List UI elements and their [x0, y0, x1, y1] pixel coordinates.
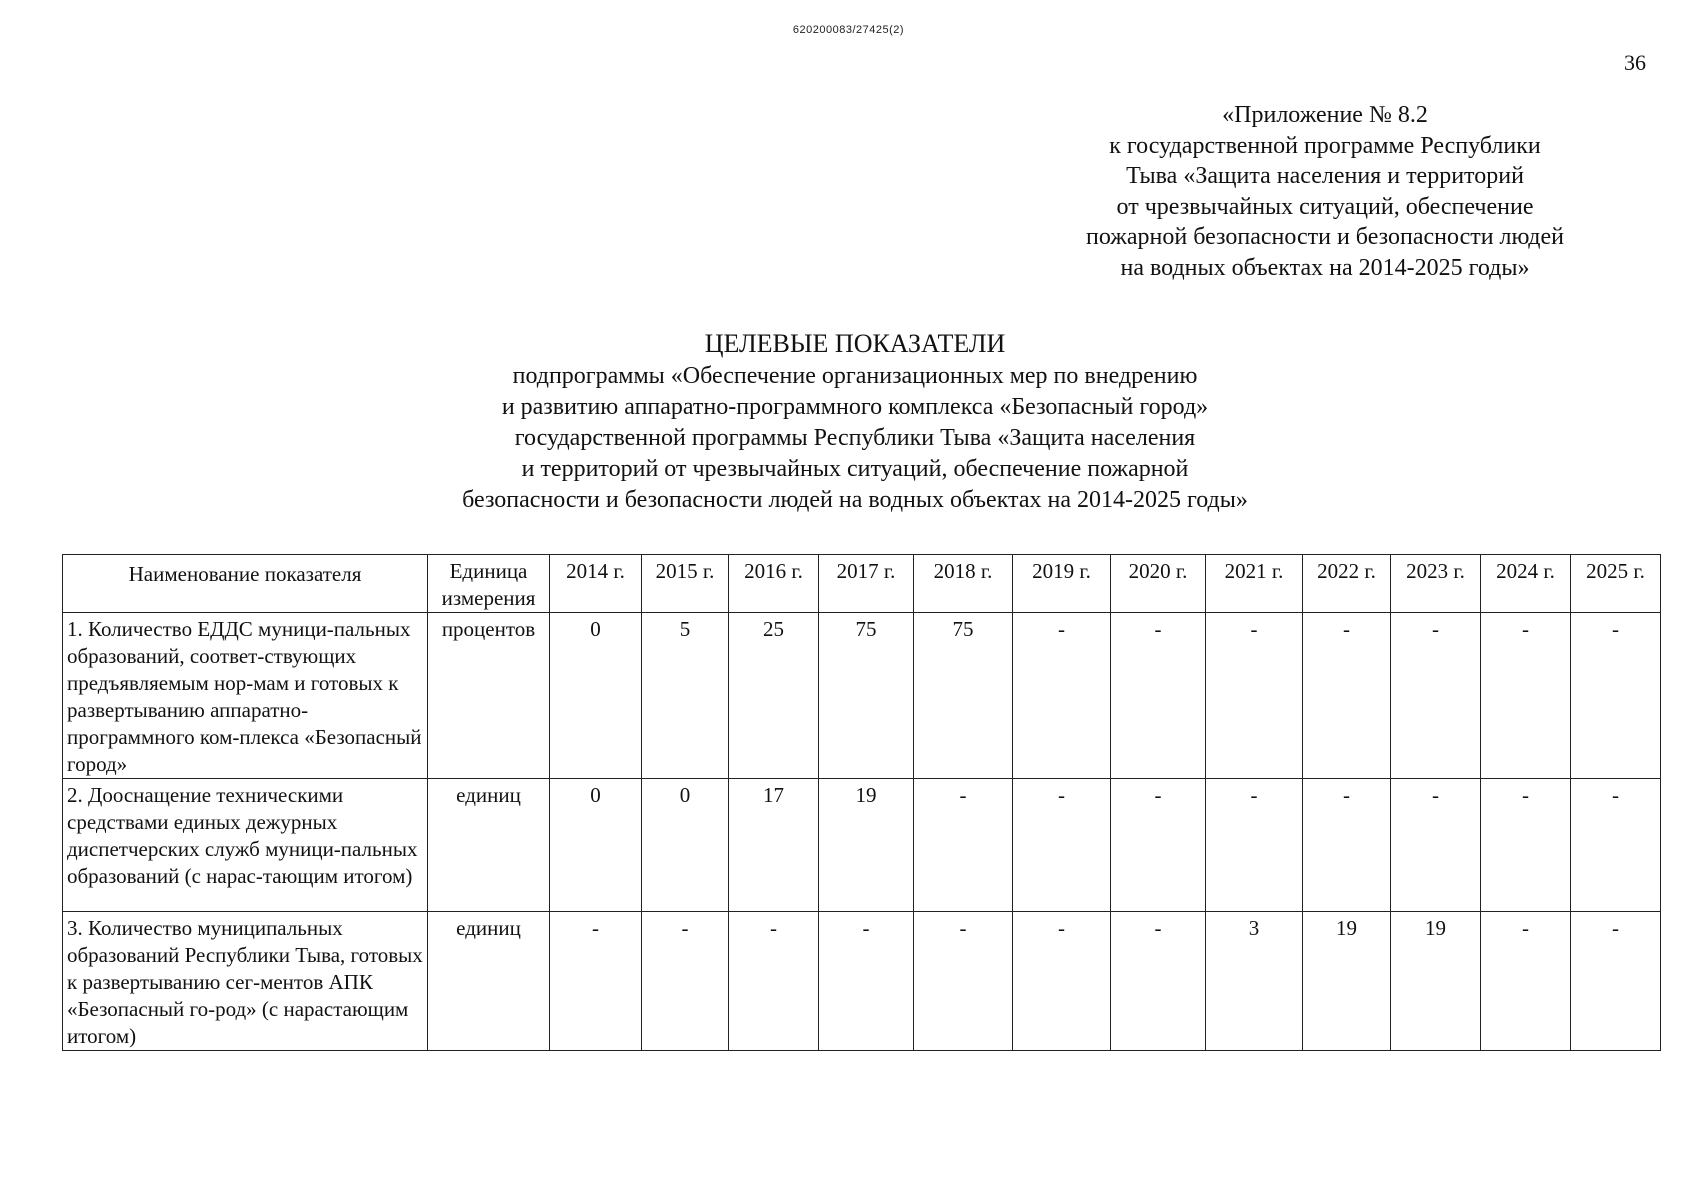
document-id: 620200083/27425(2) — [792, 24, 905, 36]
indicator-value: - — [1111, 912, 1206, 1051]
indicator-value: - — [1571, 912, 1661, 1051]
indicator-value: 0 — [550, 779, 642, 912]
indicator-unit: процентов — [428, 613, 550, 779]
appendix-line: пожарной безопасности и безопасности людей — [1086, 224, 1564, 250]
indicator-value: - — [914, 779, 1013, 912]
indicator-value: - — [1303, 613, 1391, 779]
indicator-value: 17 — [729, 779, 819, 912]
indicators-table — [62, 554, 1661, 1051]
column-header-name: Наименование показателя — [63, 555, 428, 613]
indicator-value: 19 — [819, 779, 914, 912]
document-title: ЦЕЛЕВЫЕ ПОКАЗАТЕЛИ — [704, 329, 1006, 358]
indicator-value: - — [1391, 779, 1481, 912]
indicator-value: - — [642, 912, 729, 1051]
indicator-value: - — [1571, 779, 1661, 912]
column-header-year: 2018 г. — [914, 555, 1013, 613]
page-number: 36 — [1624, 50, 1646, 75]
indicator-value: - — [1391, 613, 1481, 779]
indicator-value: - — [1013, 912, 1111, 1051]
indicator-value: - — [1206, 613, 1303, 779]
indicator-name: 1. Количество ЕДДС муници-пальных образований, соответ-ствующих предъявляемым нор-мам и готовых к развертыванию аппаратно-программного ком-плекса «Безопасный город» — [63, 613, 428, 779]
heading-line: и территорий от чрезвычайных ситуаций, обеспечение пожарной — [521, 456, 1189, 482]
indicator-value: - — [1481, 613, 1571, 779]
indicator-value: 75 — [819, 613, 914, 779]
indicator-name: 2. Дооснащение техническими средствами единых дежурных диспетчерских служб муници-пальных образований (с нарас-тающим итогом) — [63, 779, 428, 912]
indicator-value: - — [1481, 912, 1571, 1051]
heading-line: подпрограммы «Обеспечение организационных мер по внедрению — [512, 363, 1198, 389]
appendix-line: Тыва «Защита населения и территорий — [1126, 163, 1524, 189]
column-header-year: 2023 г. — [1391, 555, 1481, 613]
column-header-year: 2024 г. — [1481, 555, 1571, 613]
indicator-value: - — [819, 912, 914, 1051]
appendix-header — [1000, 100, 1650, 283]
indicator-value: - — [1571, 613, 1661, 779]
column-header-year: 2019 г. — [1013, 555, 1111, 613]
table-row — [63, 779, 1661, 912]
heading-line: безопасности и безопасности людей на водных объектах на 2014-2025 годы» — [462, 487, 1248, 513]
indicator-value: 19 — [1303, 912, 1391, 1051]
indicator-value: - — [1111, 779, 1206, 912]
column-header-year: 2022 г. — [1303, 555, 1391, 613]
indicator-value: 5 — [642, 613, 729, 779]
appendix-line: от чрезвычайных ситуаций, обеспечение — [1116, 193, 1534, 220]
column-header-year: 2016 г. — [729, 555, 819, 613]
column-header-year: 2017 г. — [819, 555, 914, 613]
indicator-value: 0 — [550, 613, 642, 779]
indicator-value: - — [1111, 613, 1206, 779]
indicator-value: 19 — [1391, 912, 1481, 1051]
indicator-value: 25 — [729, 613, 819, 779]
appendix-line: «Приложение № 8.2 — [1222, 102, 1428, 128]
indicator-unit: единиц — [428, 912, 550, 1051]
column-header-unit: Единица измерения — [428, 555, 550, 613]
indicator-value: - — [550, 912, 642, 1051]
appendix-line: к государственной программе Республики — [1109, 132, 1541, 159]
column-header-year: 2020 г. — [1111, 555, 1206, 613]
document-heading — [330, 328, 1380, 516]
indicator-value: - — [914, 912, 1013, 1051]
appendix-line: на водных объектах на 2014-2025 годы» — [1120, 254, 1530, 281]
heading-line: и развитию аппаратно-программного комплекса «Безопасный город» — [501, 394, 1209, 420]
table-row — [63, 912, 1661, 1051]
table-row — [63, 613, 1661, 779]
indicator-value: - — [1206, 779, 1303, 912]
indicator-value: - — [1013, 779, 1111, 912]
heading-line: государственной программы Республики Тыва «Защита населения — [514, 425, 1196, 451]
indicator-value: - — [1481, 779, 1571, 912]
table-header-row — [63, 555, 1661, 613]
indicator-value: - — [729, 912, 819, 1051]
column-header-year: 2021 г. — [1206, 555, 1303, 613]
indicator-name: 3. Количество муниципальных образований Республики Тыва, готовых к развертыванию сег-ментов АПК «Безопасный го-род» (с нарастающим итогом) — [63, 912, 428, 1051]
column-header-year: 2015 г. — [642, 555, 729, 613]
indicator-unit: единиц — [428, 779, 550, 912]
indicator-value: - — [1013, 613, 1111, 779]
indicator-value: 3 — [1206, 912, 1303, 1051]
indicator-value: - — [1303, 779, 1391, 912]
indicator-value: 75 — [914, 613, 1013, 779]
indicator-value: 0 — [642, 779, 729, 912]
column-header-year: 2014 г. — [550, 555, 642, 613]
column-header-year: 2025 г. — [1571, 555, 1661, 613]
